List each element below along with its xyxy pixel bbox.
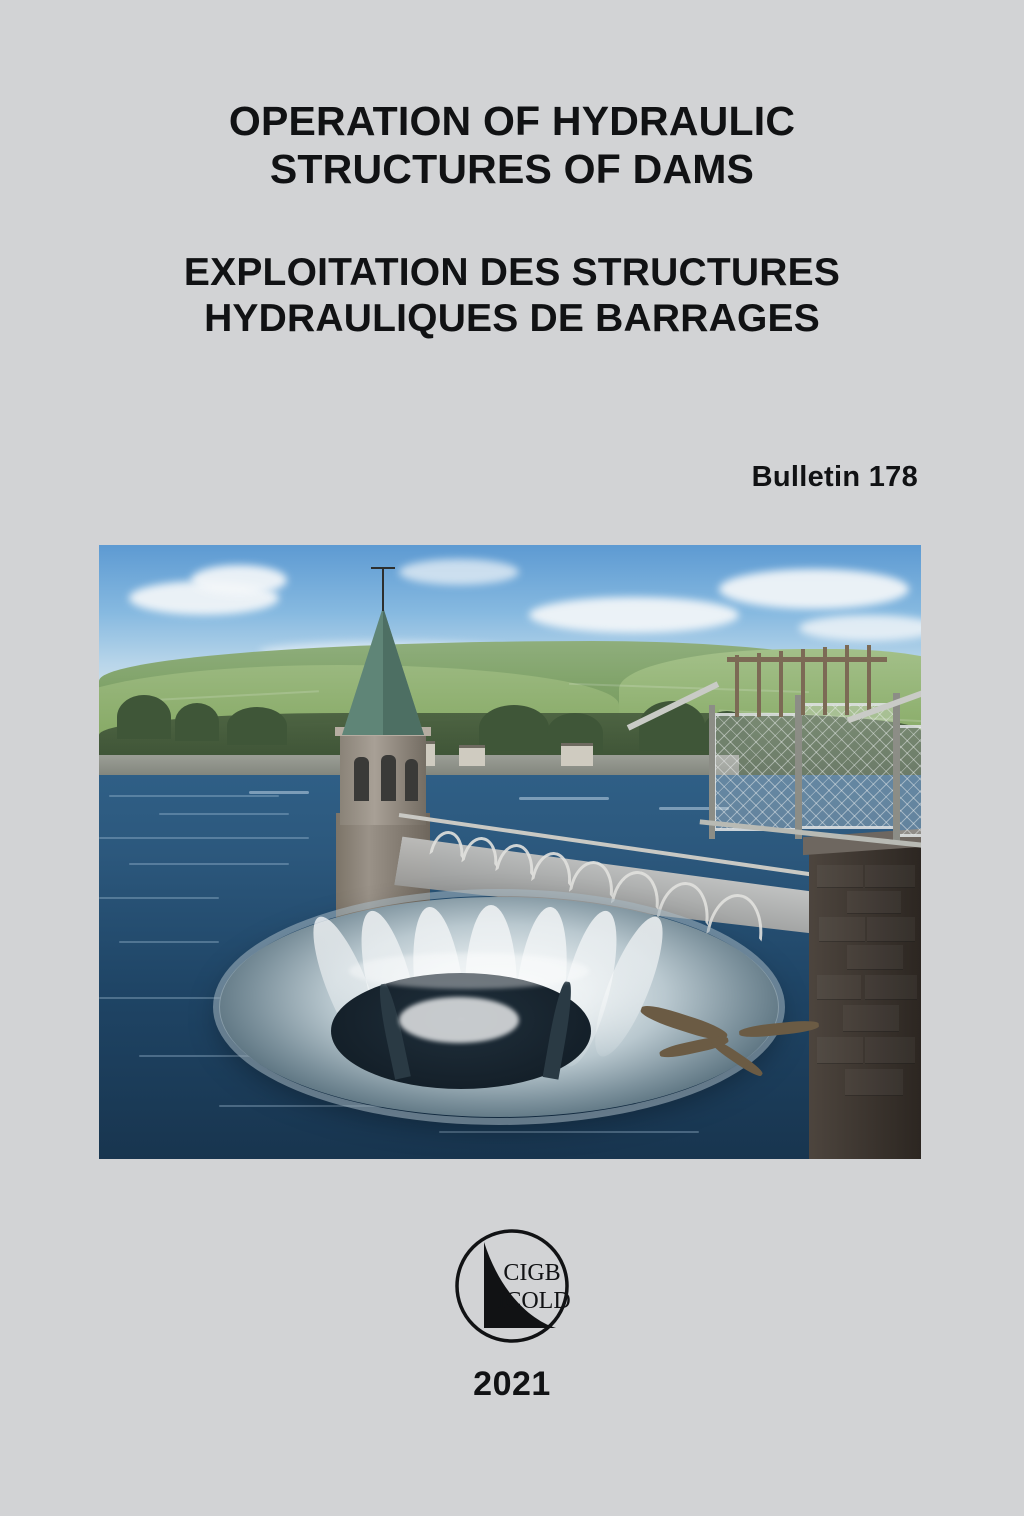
far-building <box>459 745 485 766</box>
masonry-block <box>843 1005 899 1032</box>
tree <box>117 695 171 739</box>
spillway-foam <box>349 953 589 989</box>
roof-spire <box>382 567 384 611</box>
tower-window <box>381 755 396 801</box>
title-english-line-2: STRUCTURES OF DAMS <box>269 145 755 192</box>
icold-logo-icon <box>444 1228 580 1354</box>
water-ripple <box>439 1131 699 1133</box>
title-french-line-1: EXPLOITATION DES STRUCTURES <box>183 250 841 294</box>
masonry-block <box>865 975 917 1000</box>
rusted-railing <box>845 645 849 715</box>
tree <box>175 703 219 741</box>
masonry-block <box>865 865 915 888</box>
fence-mesh <box>899 727 921 835</box>
title-french <box>0 250 1024 341</box>
spillway-foam <box>399 997 519 1043</box>
bulletin-number: Bulletin 178 <box>751 461 918 493</box>
publication-year: 2021 <box>473 1365 551 1403</box>
water-ripple <box>99 837 309 839</box>
logo-text-icold: ICOLD <box>497 1288 571 1314</box>
water-sparkle <box>249 791 309 794</box>
cloud <box>399 559 519 585</box>
title-english-line-1: OPERATION OF HYDRAULIC <box>228 98 796 144</box>
icold-logo <box>0 1228 1024 1359</box>
title-block <box>0 98 1024 341</box>
cloud <box>191 565 287 595</box>
rusted-railing <box>867 645 871 715</box>
water-sparkle <box>519 797 609 800</box>
rusted-railing <box>727 657 887 662</box>
water-ripple <box>129 863 289 865</box>
rusted-railing <box>757 653 761 717</box>
logo-text-cigb: CIGB <box>503 1260 561 1286</box>
masonry-block <box>817 865 863 888</box>
fence-post <box>893 693 900 841</box>
tower-roof-shadow <box>383 607 424 735</box>
water-ripple <box>119 941 219 943</box>
masonry-parapet-wall <box>809 841 921 1159</box>
masonry-block <box>847 891 901 914</box>
weather-vane-icon <box>371 567 395 569</box>
title-french-line-2: HYDRAULIQUES DE BARRAGES <box>204 296 820 340</box>
masonry-block <box>817 975 861 1000</box>
water-ripple <box>159 813 289 815</box>
cover-photo-scene <box>99 545 921 1159</box>
masonry-block <box>819 917 865 942</box>
masonry-block <box>865 1037 915 1064</box>
masonry-block <box>847 945 903 970</box>
masonry-block <box>817 1037 863 1064</box>
tower-window <box>354 757 369 801</box>
fence-post <box>795 695 802 839</box>
water-ripple <box>109 795 279 797</box>
water-ripple <box>99 897 219 899</box>
tower-window <box>405 759 418 801</box>
fence-post <box>709 705 715 839</box>
rusted-railing <box>735 655 739 717</box>
title-english <box>0 98 1024 194</box>
tree <box>227 707 287 745</box>
far-building <box>561 743 593 766</box>
cloud <box>529 597 739 633</box>
fence-mesh <box>715 715 797 829</box>
cover-photo <box>99 545 921 1159</box>
masonry-block <box>867 917 915 942</box>
cloud <box>719 569 909 609</box>
tree <box>479 705 549 751</box>
masonry-block <box>845 1069 903 1096</box>
